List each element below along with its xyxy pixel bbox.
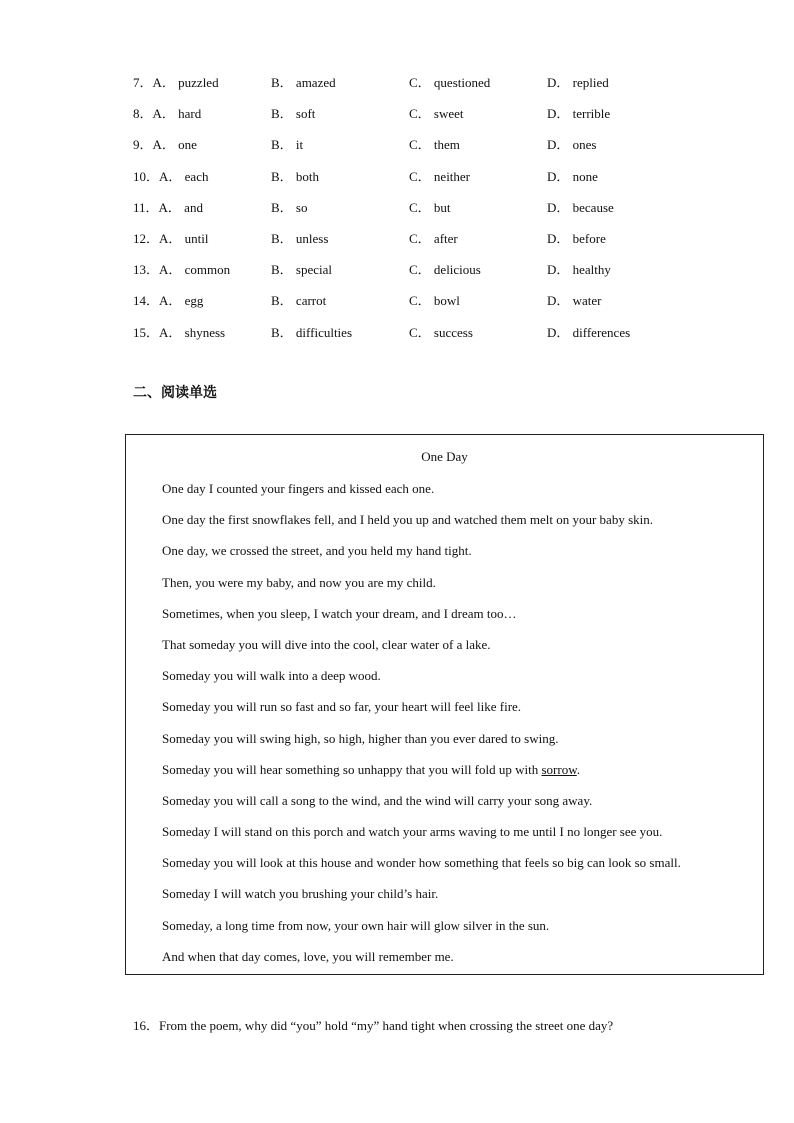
poem-line: Sometimes, when you sleep, I watch your dream, and I dream too…: [162, 605, 517, 621]
option-d: D． ones: [547, 137, 597, 153]
question-number: 8．: [133, 106, 153, 122]
choice-row-13: [133, 253, 693, 284]
question-number: 12．: [133, 231, 160, 247]
poem-line: Someday you will run so fast and so far, your heart will feel like fire.: [162, 699, 522, 715]
poem-lines: [162, 480, 753, 979]
question-number: 10．: [133, 168, 160, 184]
poem-line: Someday I will stand on this porch and watch your arms waving to me until I no longer see you.: [162, 824, 663, 840]
option-b: B． special: [271, 262, 333, 278]
poem-line: Someday, a long time from now, your own hair will glow silver in the sun.: [162, 917, 550, 933]
option-c: C． delicious: [409, 262, 481, 278]
poem-line: Someday you will swing high, so high, higher than you ever dared to swing.: [162, 730, 559, 746]
option-a: 11．A． and: [133, 199, 203, 215]
option-d: D． none: [547, 168, 598, 184]
option-d: D． before: [547, 231, 606, 247]
poem-line: Someday you will call a song to the wind, and the wind will carry your song away.: [162, 792, 593, 808]
poem-line: Someday I will watch you brushing your child’s hair.: [162, 886, 439, 902]
option-a: 7．A． puzzled: [133, 75, 219, 91]
choice-row-14: [133, 284, 693, 315]
poem-line: One day, we crossed the street, and you held my hand tight.: [162, 543, 472, 559]
poem-line: Then, you were my baby, and now you are my child.: [162, 574, 436, 590]
option-b: B． so: [271, 199, 308, 215]
underlined-word: sorrow: [541, 761, 577, 777]
question-number: 11．: [133, 199, 159, 215]
poem-line: One day I counted your fingers and kissed each one.: [162, 481, 435, 496]
poem-line: Someday you will walk into a deep wood.: [162, 668, 381, 684]
poem-line: That someday you will dive into the cool, clear water of a lake.: [162, 636, 491, 652]
option-b: B． difficulties: [271, 324, 353, 340]
choice-row-7: [133, 66, 693, 97]
choice-row-12: [133, 222, 693, 253]
option-c: C． after: [409, 231, 458, 247]
option-b: B． soft: [271, 106, 316, 122]
option-d: D． because: [547, 199, 614, 215]
choice-row-11: [133, 191, 693, 222]
poem-box: [125, 434, 764, 975]
option-b: B． it: [271, 137, 304, 153]
section-heading: 二、阅读单选: [133, 385, 217, 401]
option-a: 13．A． common: [133, 262, 231, 278]
answer-choices: [133, 66, 693, 347]
option-a: 8．A． hard: [133, 106, 202, 122]
question-number: 15．: [133, 324, 160, 340]
poem-line: And when that day comes, love, you will remember me.: [162, 948, 454, 964]
option-d: D． differences: [547, 324, 631, 340]
option-c: C． success: [409, 324, 473, 340]
choice-row-9: [133, 128, 693, 159]
option-a: 10．A． each: [133, 168, 209, 184]
poem-line: Someday you will look at this house and wonder how something that feels so big can look so small.: [162, 855, 681, 871]
option-d: D． terrible: [547, 106, 611, 122]
option-d: D． water: [547, 293, 602, 309]
option-c: C． sweet: [409, 106, 464, 122]
option-d: D． replied: [547, 75, 609, 91]
option-a: 15．A． shyness: [133, 324, 226, 340]
option-b: B． both: [271, 168, 320, 184]
option-a: 9．A． one: [133, 137, 197, 153]
question-number: 14．: [133, 293, 160, 309]
option-c: C． them: [409, 137, 460, 153]
option-c: C． but: [409, 199, 451, 215]
option-a: 12．A． until: [133, 231, 209, 247]
option-b: B． amazed: [271, 75, 336, 91]
option-b: B． carrot: [271, 293, 327, 309]
option-c: C． bowl: [409, 293, 460, 309]
choice-row-15: [133, 316, 693, 347]
option-d: D． healthy: [547, 262, 611, 278]
poem-title: One Day: [421, 449, 468, 464]
question-number: 7．: [133, 75, 153, 91]
question-16: 16．From the poem, why did “you” hold “my” hand tight when crossing the street one day?: [133, 1018, 614, 1033]
option-c: C． neither: [409, 168, 471, 184]
option-b: B． unless: [271, 231, 329, 247]
option-a: 14．A． egg: [133, 293, 204, 309]
poem-line: One day the first snowflakes fell, and I held you up and watched them melt on your baby skin.: [162, 512, 653, 528]
poem-line-sorrow: Someday you will hear something so unhappy that you will fold up with sorrow.: [162, 761, 581, 777]
choice-row-10: [133, 160, 693, 191]
question-number: 13．: [133, 262, 160, 278]
choice-row-8: [133, 97, 693, 128]
option-c: C． questioned: [409, 75, 491, 91]
question-number: 9．: [133, 137, 153, 153]
